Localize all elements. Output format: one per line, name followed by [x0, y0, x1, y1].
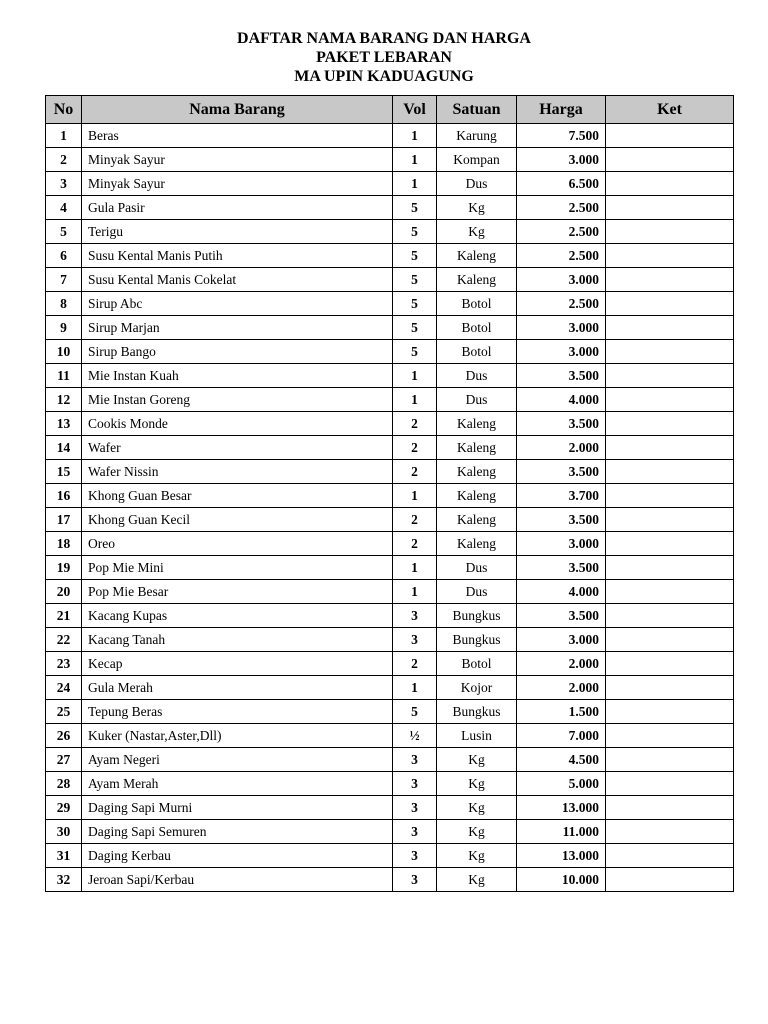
cell-unit: Lusin — [437, 724, 517, 748]
table-row — [46, 196, 734, 220]
cell-price: 7.000 — [517, 724, 606, 748]
cell-volume: 2 — [393, 436, 437, 460]
cell-item-name: Mie Instan Kuah — [82, 364, 393, 388]
table-row — [46, 868, 734, 892]
cell-no: 22 — [46, 628, 82, 652]
cell-price: 2.500 — [517, 244, 606, 268]
cell-no: 11 — [46, 364, 82, 388]
cell-no: 18 — [46, 532, 82, 556]
table-header-row — [46, 96, 734, 124]
cell-no: 29 — [46, 796, 82, 820]
cell-volume: 2 — [393, 508, 437, 532]
cell-price: 3.000 — [517, 268, 606, 292]
column-header-note: Ket — [606, 96, 734, 124]
cell-no: 23 — [46, 652, 82, 676]
table-body — [46, 124, 734, 892]
cell-note — [606, 724, 734, 748]
cell-no: 20 — [46, 580, 82, 604]
table-row — [46, 148, 734, 172]
cell-volume: 5 — [393, 316, 437, 340]
table-row — [46, 604, 734, 628]
cell-item-name: Jeroan Sapi/Kerbau — [82, 868, 393, 892]
cell-note — [606, 532, 734, 556]
cell-volume: 1 — [393, 580, 437, 604]
table-row — [46, 772, 734, 796]
cell-unit: Kg — [437, 196, 517, 220]
cell-volume: 3 — [393, 820, 437, 844]
table-row — [46, 820, 734, 844]
cell-unit: Kaleng — [437, 508, 517, 532]
cell-item-name: Wafer — [82, 436, 393, 460]
cell-unit: Karung — [437, 124, 517, 148]
cell-no: 27 — [46, 748, 82, 772]
cell-note — [606, 676, 734, 700]
cell-no: 9 — [46, 316, 82, 340]
cell-item-name: Susu Kental Manis Putih — [82, 244, 393, 268]
cell-price: 1.500 — [517, 700, 606, 724]
cell-volume: 3 — [393, 844, 437, 868]
cell-note — [606, 868, 734, 892]
column-header-no: No — [46, 96, 82, 124]
cell-volume: 1 — [393, 172, 437, 196]
cell-note — [606, 340, 734, 364]
table-row — [46, 172, 734, 196]
document-title-block — [0, 29, 768, 86]
cell-item-name: Susu Kental Manis Cokelat — [82, 268, 393, 292]
cell-no: 1 — [46, 124, 82, 148]
cell-item-name: Daging Sapi Semuren — [82, 820, 393, 844]
cell-volume: 3 — [393, 748, 437, 772]
cell-price: 4.500 — [517, 748, 606, 772]
cell-unit: Dus — [437, 172, 517, 196]
cell-item-name: Khong Guan Kecil — [82, 508, 393, 532]
cell-no: 4 — [46, 196, 82, 220]
cell-unit: Kaleng — [437, 484, 517, 508]
cell-price: 3.000 — [517, 148, 606, 172]
cell-price: 2.000 — [517, 436, 606, 460]
table-row — [46, 532, 734, 556]
cell-item-name: Kacang Tanah — [82, 628, 393, 652]
table-row — [46, 412, 734, 436]
cell-price: 3.500 — [517, 604, 606, 628]
cell-price: 11.000 — [517, 820, 606, 844]
cell-note — [606, 796, 734, 820]
table-row — [46, 580, 734, 604]
cell-no: 32 — [46, 868, 82, 892]
cell-no: 30 — [46, 820, 82, 844]
cell-price: 7.500 — [517, 124, 606, 148]
cell-price: 4.000 — [517, 388, 606, 412]
cell-volume: 5 — [393, 220, 437, 244]
cell-note — [606, 652, 734, 676]
cell-item-name: Gula Merah — [82, 676, 393, 700]
table-row — [46, 628, 734, 652]
cell-price: 6.500 — [517, 172, 606, 196]
table-row — [46, 748, 734, 772]
cell-note — [606, 580, 734, 604]
cell-volume: 1 — [393, 388, 437, 412]
cell-item-name: Khong Guan Besar — [82, 484, 393, 508]
cell-unit: Kaleng — [437, 532, 517, 556]
cell-volume: 5 — [393, 340, 437, 364]
column-header-price: Harga — [517, 96, 606, 124]
cell-price: 2.500 — [517, 196, 606, 220]
cell-unit: Botol — [437, 652, 517, 676]
cell-item-name: Daging Sapi Murni — [82, 796, 393, 820]
cell-note — [606, 820, 734, 844]
cell-no: 2 — [46, 148, 82, 172]
table-row — [46, 340, 734, 364]
cell-item-name: Kecap — [82, 652, 393, 676]
cell-no: 15 — [46, 460, 82, 484]
table-row — [46, 508, 734, 532]
cell-unit: Kg — [437, 772, 517, 796]
cell-volume: 5 — [393, 268, 437, 292]
cell-price: 5.000 — [517, 772, 606, 796]
cell-price: 3.000 — [517, 340, 606, 364]
cell-unit: Kg — [437, 220, 517, 244]
table-row — [46, 844, 734, 868]
cell-note — [606, 292, 734, 316]
cell-volume: 5 — [393, 700, 437, 724]
cell-price: 3.500 — [517, 556, 606, 580]
cell-item-name: Gula Pasir — [82, 196, 393, 220]
cell-item-name: Minyak Sayur — [82, 172, 393, 196]
cell-volume: 2 — [393, 412, 437, 436]
cell-item-name: Kacang Kupas — [82, 604, 393, 628]
cell-no: 7 — [46, 268, 82, 292]
cell-item-name: Kuker (Nastar,Aster,Dll) — [82, 724, 393, 748]
cell-volume: 1 — [393, 124, 437, 148]
table-row — [46, 556, 734, 580]
table-row — [46, 652, 734, 676]
table-row — [46, 244, 734, 268]
cell-volume: 1 — [393, 676, 437, 700]
cell-unit: Dus — [437, 388, 517, 412]
cell-volume: 2 — [393, 460, 437, 484]
table-row — [46, 436, 734, 460]
cell-price: 3.500 — [517, 412, 606, 436]
table-row — [46, 796, 734, 820]
table-header — [46, 96, 734, 124]
cell-volume: 3 — [393, 628, 437, 652]
cell-note — [606, 220, 734, 244]
column-header-vol: Vol — [393, 96, 437, 124]
cell-price: 4.000 — [517, 580, 606, 604]
price-list-table — [45, 95, 734, 892]
cell-unit: Kaleng — [437, 460, 517, 484]
cell-no: 31 — [46, 844, 82, 868]
cell-unit: Dus — [437, 364, 517, 388]
column-header-unit: Satuan — [437, 96, 517, 124]
cell-item-name: Tepung Beras — [82, 700, 393, 724]
cell-note — [606, 172, 734, 196]
cell-item-name: Beras — [82, 124, 393, 148]
cell-note — [606, 364, 734, 388]
cell-unit: Kaleng — [437, 436, 517, 460]
cell-unit: Kg — [437, 844, 517, 868]
cell-no: 21 — [46, 604, 82, 628]
cell-no: 10 — [46, 340, 82, 364]
cell-unit: Bungkus — [437, 628, 517, 652]
cell-note — [606, 316, 734, 340]
cell-note — [606, 604, 734, 628]
cell-no: 25 — [46, 700, 82, 724]
cell-volume: ½ — [393, 724, 437, 748]
cell-no: 12 — [46, 388, 82, 412]
cell-no: 8 — [46, 292, 82, 316]
cell-item-name: Sirup Abc — [82, 292, 393, 316]
document-subtitle: PAKET LEBARAN — [316, 49, 452, 66]
cell-price: 2.000 — [517, 676, 606, 700]
cell-note — [606, 244, 734, 268]
cell-note — [606, 556, 734, 580]
cell-price: 3.000 — [517, 628, 606, 652]
cell-unit: Kaleng — [437, 244, 517, 268]
cell-volume: 1 — [393, 364, 437, 388]
cell-volume: 3 — [393, 868, 437, 892]
cell-no: 19 — [46, 556, 82, 580]
cell-item-name: Ayam Merah — [82, 772, 393, 796]
table-row — [46, 388, 734, 412]
cell-price: 10.000 — [517, 868, 606, 892]
cell-note — [606, 844, 734, 868]
document-title: DAFTAR NAMA BARANG DAN HARGA — [237, 30, 531, 47]
cell-unit: Kg — [437, 748, 517, 772]
cell-item-name: Cookis Monde — [82, 412, 393, 436]
cell-unit: Bungkus — [437, 700, 517, 724]
cell-unit: Kaleng — [437, 268, 517, 292]
cell-unit: Bungkus — [437, 604, 517, 628]
cell-no: 17 — [46, 508, 82, 532]
table-row — [46, 724, 734, 748]
cell-volume: 1 — [393, 484, 437, 508]
table-row — [46, 316, 734, 340]
cell-item-name: Daging Kerbau — [82, 844, 393, 868]
cell-item-name: Ayam Negeri — [82, 748, 393, 772]
cell-volume: 5 — [393, 292, 437, 316]
cell-note — [606, 436, 734, 460]
cell-price: 2.500 — [517, 220, 606, 244]
table-row — [46, 220, 734, 244]
cell-volume: 3 — [393, 772, 437, 796]
cell-unit: Kojor — [437, 676, 517, 700]
table-row — [46, 124, 734, 148]
cell-price: 2.500 — [517, 292, 606, 316]
cell-note — [606, 388, 734, 412]
cell-item-name: Pop Mie Mini — [82, 556, 393, 580]
cell-item-name: Sirup Bango — [82, 340, 393, 364]
cell-note — [606, 196, 734, 220]
cell-note — [606, 460, 734, 484]
cell-item-name: Oreo — [82, 532, 393, 556]
cell-no: 16 — [46, 484, 82, 508]
cell-unit: Kg — [437, 820, 517, 844]
cell-note — [606, 508, 734, 532]
cell-note — [606, 124, 734, 148]
cell-price: 3.000 — [517, 316, 606, 340]
cell-volume: 2 — [393, 652, 437, 676]
cell-price: 2.000 — [517, 652, 606, 676]
cell-no: 24 — [46, 676, 82, 700]
cell-item-name: Minyak Sayur — [82, 148, 393, 172]
cell-unit: Kg — [437, 796, 517, 820]
cell-volume: 5 — [393, 196, 437, 220]
cell-note — [606, 148, 734, 172]
table-row — [46, 700, 734, 724]
cell-price: 3.500 — [517, 508, 606, 532]
cell-unit: Botol — [437, 292, 517, 316]
cell-price: 3.000 — [517, 532, 606, 556]
cell-volume: 3 — [393, 604, 437, 628]
cell-price: 3.700 — [517, 484, 606, 508]
cell-price: 3.500 — [517, 364, 606, 388]
cell-no: 3 — [46, 172, 82, 196]
cell-note — [606, 412, 734, 436]
table-row — [46, 268, 734, 292]
cell-volume: 3 — [393, 796, 437, 820]
cell-unit: Kaleng — [437, 412, 517, 436]
cell-no: 26 — [46, 724, 82, 748]
cell-note — [606, 772, 734, 796]
cell-item-name: Pop Mie Besar — [82, 580, 393, 604]
cell-item-name: Sirup Marjan — [82, 316, 393, 340]
cell-note — [606, 628, 734, 652]
cell-price: 13.000 — [517, 796, 606, 820]
column-header-name: Nama Barang — [82, 96, 393, 124]
cell-unit: Dus — [437, 580, 517, 604]
table-row — [46, 676, 734, 700]
cell-no: 14 — [46, 436, 82, 460]
cell-volume: 1 — [393, 556, 437, 580]
cell-volume: 5 — [393, 244, 437, 268]
cell-note — [606, 700, 734, 724]
cell-note — [606, 748, 734, 772]
cell-volume: 2 — [393, 532, 437, 556]
cell-item-name: Mie Instan Goreng — [82, 388, 393, 412]
cell-no: 28 — [46, 772, 82, 796]
cell-unit: Kg — [437, 868, 517, 892]
cell-note — [606, 268, 734, 292]
cell-item-name: Wafer Nissin — [82, 460, 393, 484]
cell-price: 3.500 — [517, 460, 606, 484]
cell-unit: Dus — [437, 556, 517, 580]
table-row — [46, 364, 734, 388]
cell-note — [606, 484, 734, 508]
cell-item-name: Terigu — [82, 220, 393, 244]
cell-unit: Botol — [437, 340, 517, 364]
document-organization: MA UPIN KADUAGUNG — [294, 68, 474, 85]
table-row — [46, 460, 734, 484]
cell-no: 6 — [46, 244, 82, 268]
cell-volume: 1 — [393, 148, 437, 172]
table-row — [46, 484, 734, 508]
cell-no: 13 — [46, 412, 82, 436]
cell-price: 13.000 — [517, 844, 606, 868]
table-row — [46, 292, 734, 316]
cell-unit: Kompan — [437, 148, 517, 172]
cell-no: 5 — [46, 220, 82, 244]
cell-unit: Botol — [437, 316, 517, 340]
